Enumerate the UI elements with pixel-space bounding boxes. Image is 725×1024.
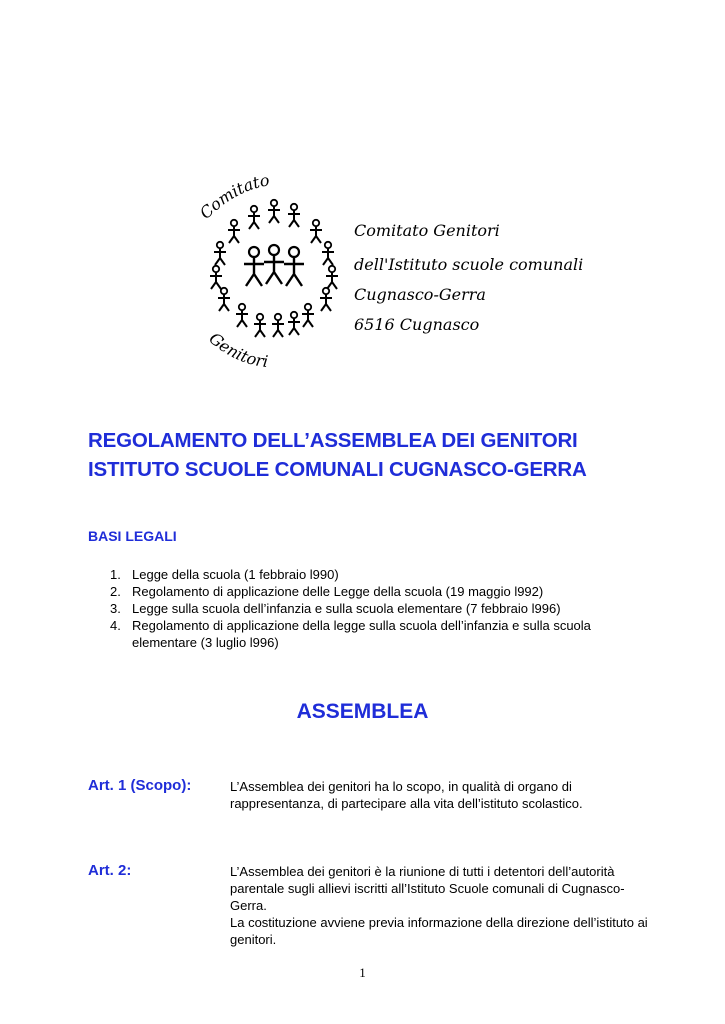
article-2-label: Art. 2: bbox=[88, 862, 132, 879]
logo-address bbox=[354, 221, 583, 334]
logo-arc-bottom: Genitori bbox=[205, 328, 270, 372]
logo-address-line-1: Comitato Genitori bbox=[354, 221, 500, 240]
logo-graphic bbox=[196, 160, 596, 382]
article-2-paragraph-1: L’Assemblea dei genitori è la riunione di tutti i detentori dell’autorità parentale sugli allievi iscritti all’Istituto Scuole comunali di Cugnasco-Gerra. bbox=[230, 864, 625, 913]
list-item-number: 3. bbox=[110, 601, 121, 616]
list-item-number: 2. bbox=[110, 584, 121, 599]
list-item bbox=[110, 583, 670, 600]
logo-address-line-2: dell'Istituto scuole comunali bbox=[354, 255, 584, 274]
title-line-1: REGOLAMENTO DELL’ASSEMBLEA DEI GENITORI bbox=[88, 429, 578, 452]
page-number: 1 bbox=[359, 965, 366, 980]
list-item bbox=[110, 566, 670, 583]
logo-arc-top: Comitato bbox=[196, 170, 271, 223]
list-item-text: Regolamento di applicazione delle Legge della scuola (19 maggio l992) bbox=[132, 584, 544, 599]
list-item bbox=[110, 617, 670, 651]
article-1-text: L’Assemblea dei genitori ha lo scopo, in qualità di organo di rappresentanza, di partecipare alla vita dell’istituto scolastico. bbox=[230, 779, 583, 811]
basi-legali-list bbox=[110, 566, 670, 651]
article-2-body bbox=[230, 863, 650, 948]
stick-figures-ring bbox=[210, 200, 338, 337]
logo-address-line-4: 6516 Cugnasco bbox=[354, 315, 480, 334]
title-line-2: ISTITUTO SCUOLE COMUNALI CUGNASCO-GERRA bbox=[88, 458, 587, 481]
article-2-paragraph-2: La costituzione avviene previa informazione della direzione dell’istituto ai genitori. bbox=[230, 915, 648, 947]
article-1-label: Art. 1 (Scopo): bbox=[88, 777, 192, 794]
list-item-number: 4. bbox=[110, 618, 121, 633]
basi-legali-heading: BASI LEGALI bbox=[88, 528, 177, 544]
list-item-number: 1. bbox=[110, 567, 121, 582]
list-item-text: Legge sulla scuola dell’infanzia e sulla scuola elementare (7 febbraio l996) bbox=[132, 601, 561, 616]
document-title bbox=[88, 426, 688, 484]
list-item bbox=[110, 600, 670, 617]
logo-address-line-3: Cugnasco-Gerra bbox=[354, 285, 486, 304]
list-item-text: Legge della scuola (1 febbraio l990) bbox=[132, 567, 339, 582]
committee-logo bbox=[196, 160, 596, 382]
section-heading-assemblea: ASSEMBLEA bbox=[296, 700, 429, 723]
list-item-text: Regolamento di applicazione della legge sulla scuola dell’infanzia e sulla scuola elementare (3 luglio l996) bbox=[132, 618, 591, 650]
